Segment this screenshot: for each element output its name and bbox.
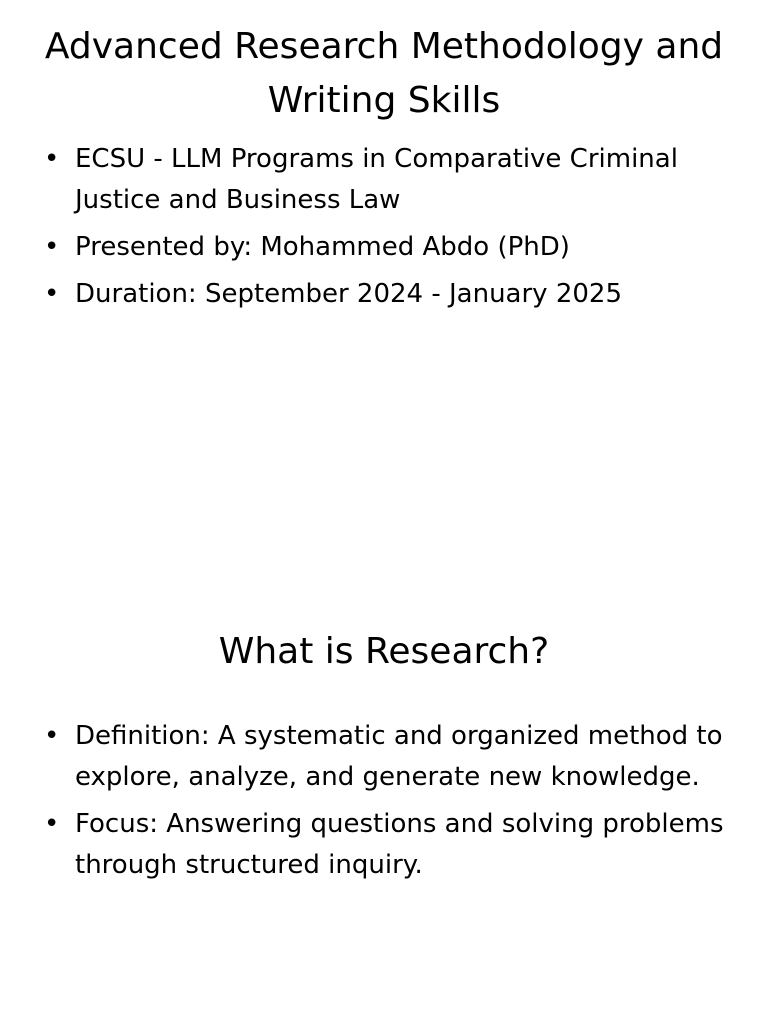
bullet-item — [44, 804, 734, 886]
slide-title: Advanced Research Methodology and Writing Skills — [44, 26, 724, 121]
bullet-icon: • — [44, 279, 60, 309]
bullet-text: Duration: September 2024 - January 2025 — [75, 279, 623, 309]
bullet-text: Definition: A systematic and organized method to explore, analyze, and generate new knowledge. — [75, 721, 723, 792]
bullet-item — [44, 274, 734, 315]
bullet-text: Focus: Answering questions and solving problems through structured inquiry. — [75, 809, 724, 880]
bullet-icon: • — [44, 809, 60, 839]
bullet-icon: • — [44, 144, 60, 174]
bullet-text: Presented by: Mohammed Abdo (PhD) — [75, 232, 570, 262]
slide-2 — [0, 512, 768, 1024]
slide-title: What is Research? — [218, 631, 550, 672]
bullet-icon: • — [44, 232, 60, 262]
bullet-icon: • — [44, 721, 60, 751]
bullet-item — [44, 139, 734, 221]
bullet-item — [44, 716, 734, 798]
bullet-list — [44, 139, 734, 321]
bullet-item — [44, 227, 734, 268]
bullet-list — [44, 716, 734, 892]
bullet-text: ECSU - LLM Programs in Comparative Criminal Justice and Business Law — [75, 144, 678, 215]
